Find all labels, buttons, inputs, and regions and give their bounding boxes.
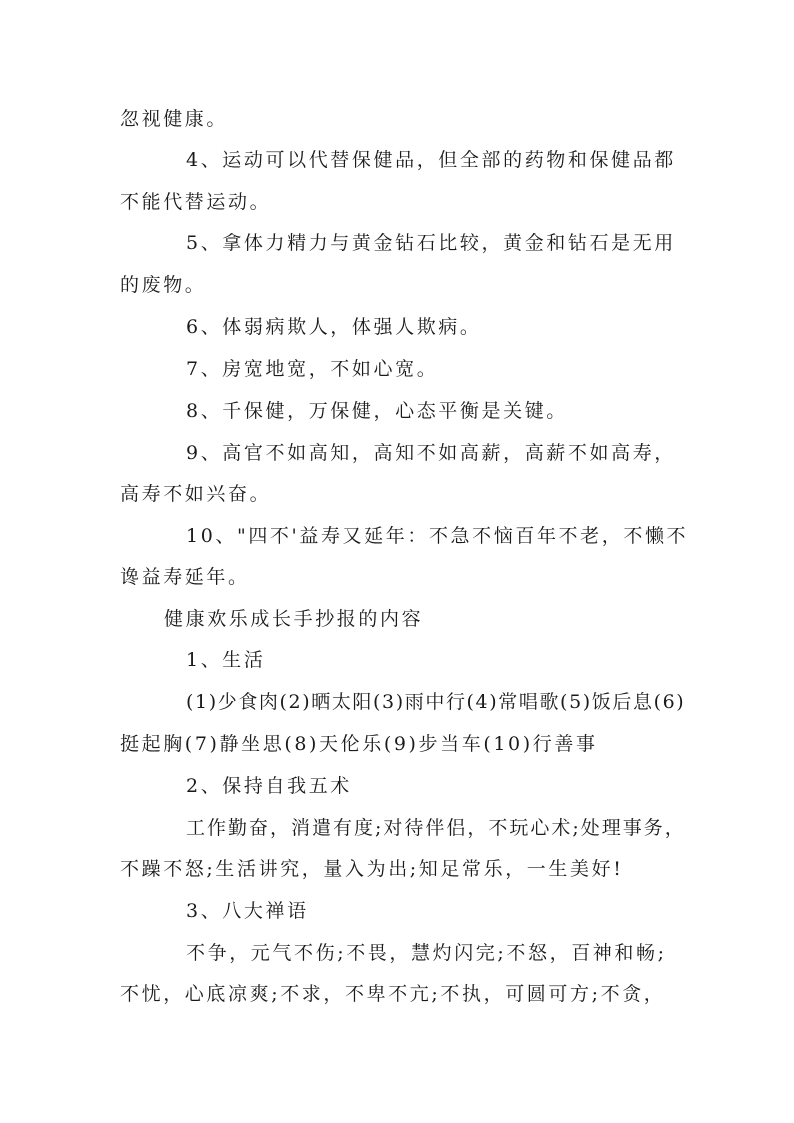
text-line: 10、"四不'益寿又延年：不急不恼百年不老，不懒不: [186, 525, 689, 547]
text-line: 挺起胸(7)静坐思(8)天伦乐(9)步当车(10)行善事: [120, 733, 598, 755]
text-line: 3、八大禅语: [186, 900, 309, 922]
text-line: 的废物。: [120, 274, 207, 296]
section-title: 健康欢乐成长手抄报的内容: [164, 608, 424, 630]
text-line: 2、保持自我五术: [186, 775, 352, 797]
text-line: 4、运动可以代替保健品，但全部的药物和保健品都: [186, 149, 676, 171]
text-line: 不躁不怒;生活讲究，量入为出;知足常乐，一生美好!: [120, 858, 624, 880]
text-line: 不忧，心底凉爽;不求，不卑不亢;不执，可圆可方;不贪，: [120, 983, 666, 1005]
text-line: 高寿不如兴奋。: [120, 483, 272, 505]
text-line: 忽视健康。: [120, 108, 229, 130]
text-line: 1、生活: [186, 649, 266, 671]
text-line: 不能代替运动。: [120, 191, 272, 213]
text-line: 7、房宽地宽，不如心宽。: [186, 358, 439, 380]
text-line: 6、体弱病欺人，体强人欺病。: [186, 316, 482, 338]
text-line: 不争，元气不伤;不畏，慧灼闪完;不怒，百神和畅;: [186, 942, 667, 964]
text-line: 8、千保健，万保健，心态平衡是关键。: [186, 400, 568, 422]
text-line: 工作勤奋，消遣有度;对待伴侣，不玩心术;处理事务，: [186, 817, 686, 839]
text-line: 9、高官不如高知，高知不如高薪，高薪不如高寿，: [186, 442, 676, 464]
text-line: 谗益寿延年。: [120, 566, 250, 588]
text-line: 5、拿体力精力与黄金钻石比较，黄金和钻石是无用: [186, 232, 676, 254]
text-line: (1)少食肉(2)晒太阳(3)雨中行(4)常唱歌(5)饭后息(6): [186, 691, 686, 713]
